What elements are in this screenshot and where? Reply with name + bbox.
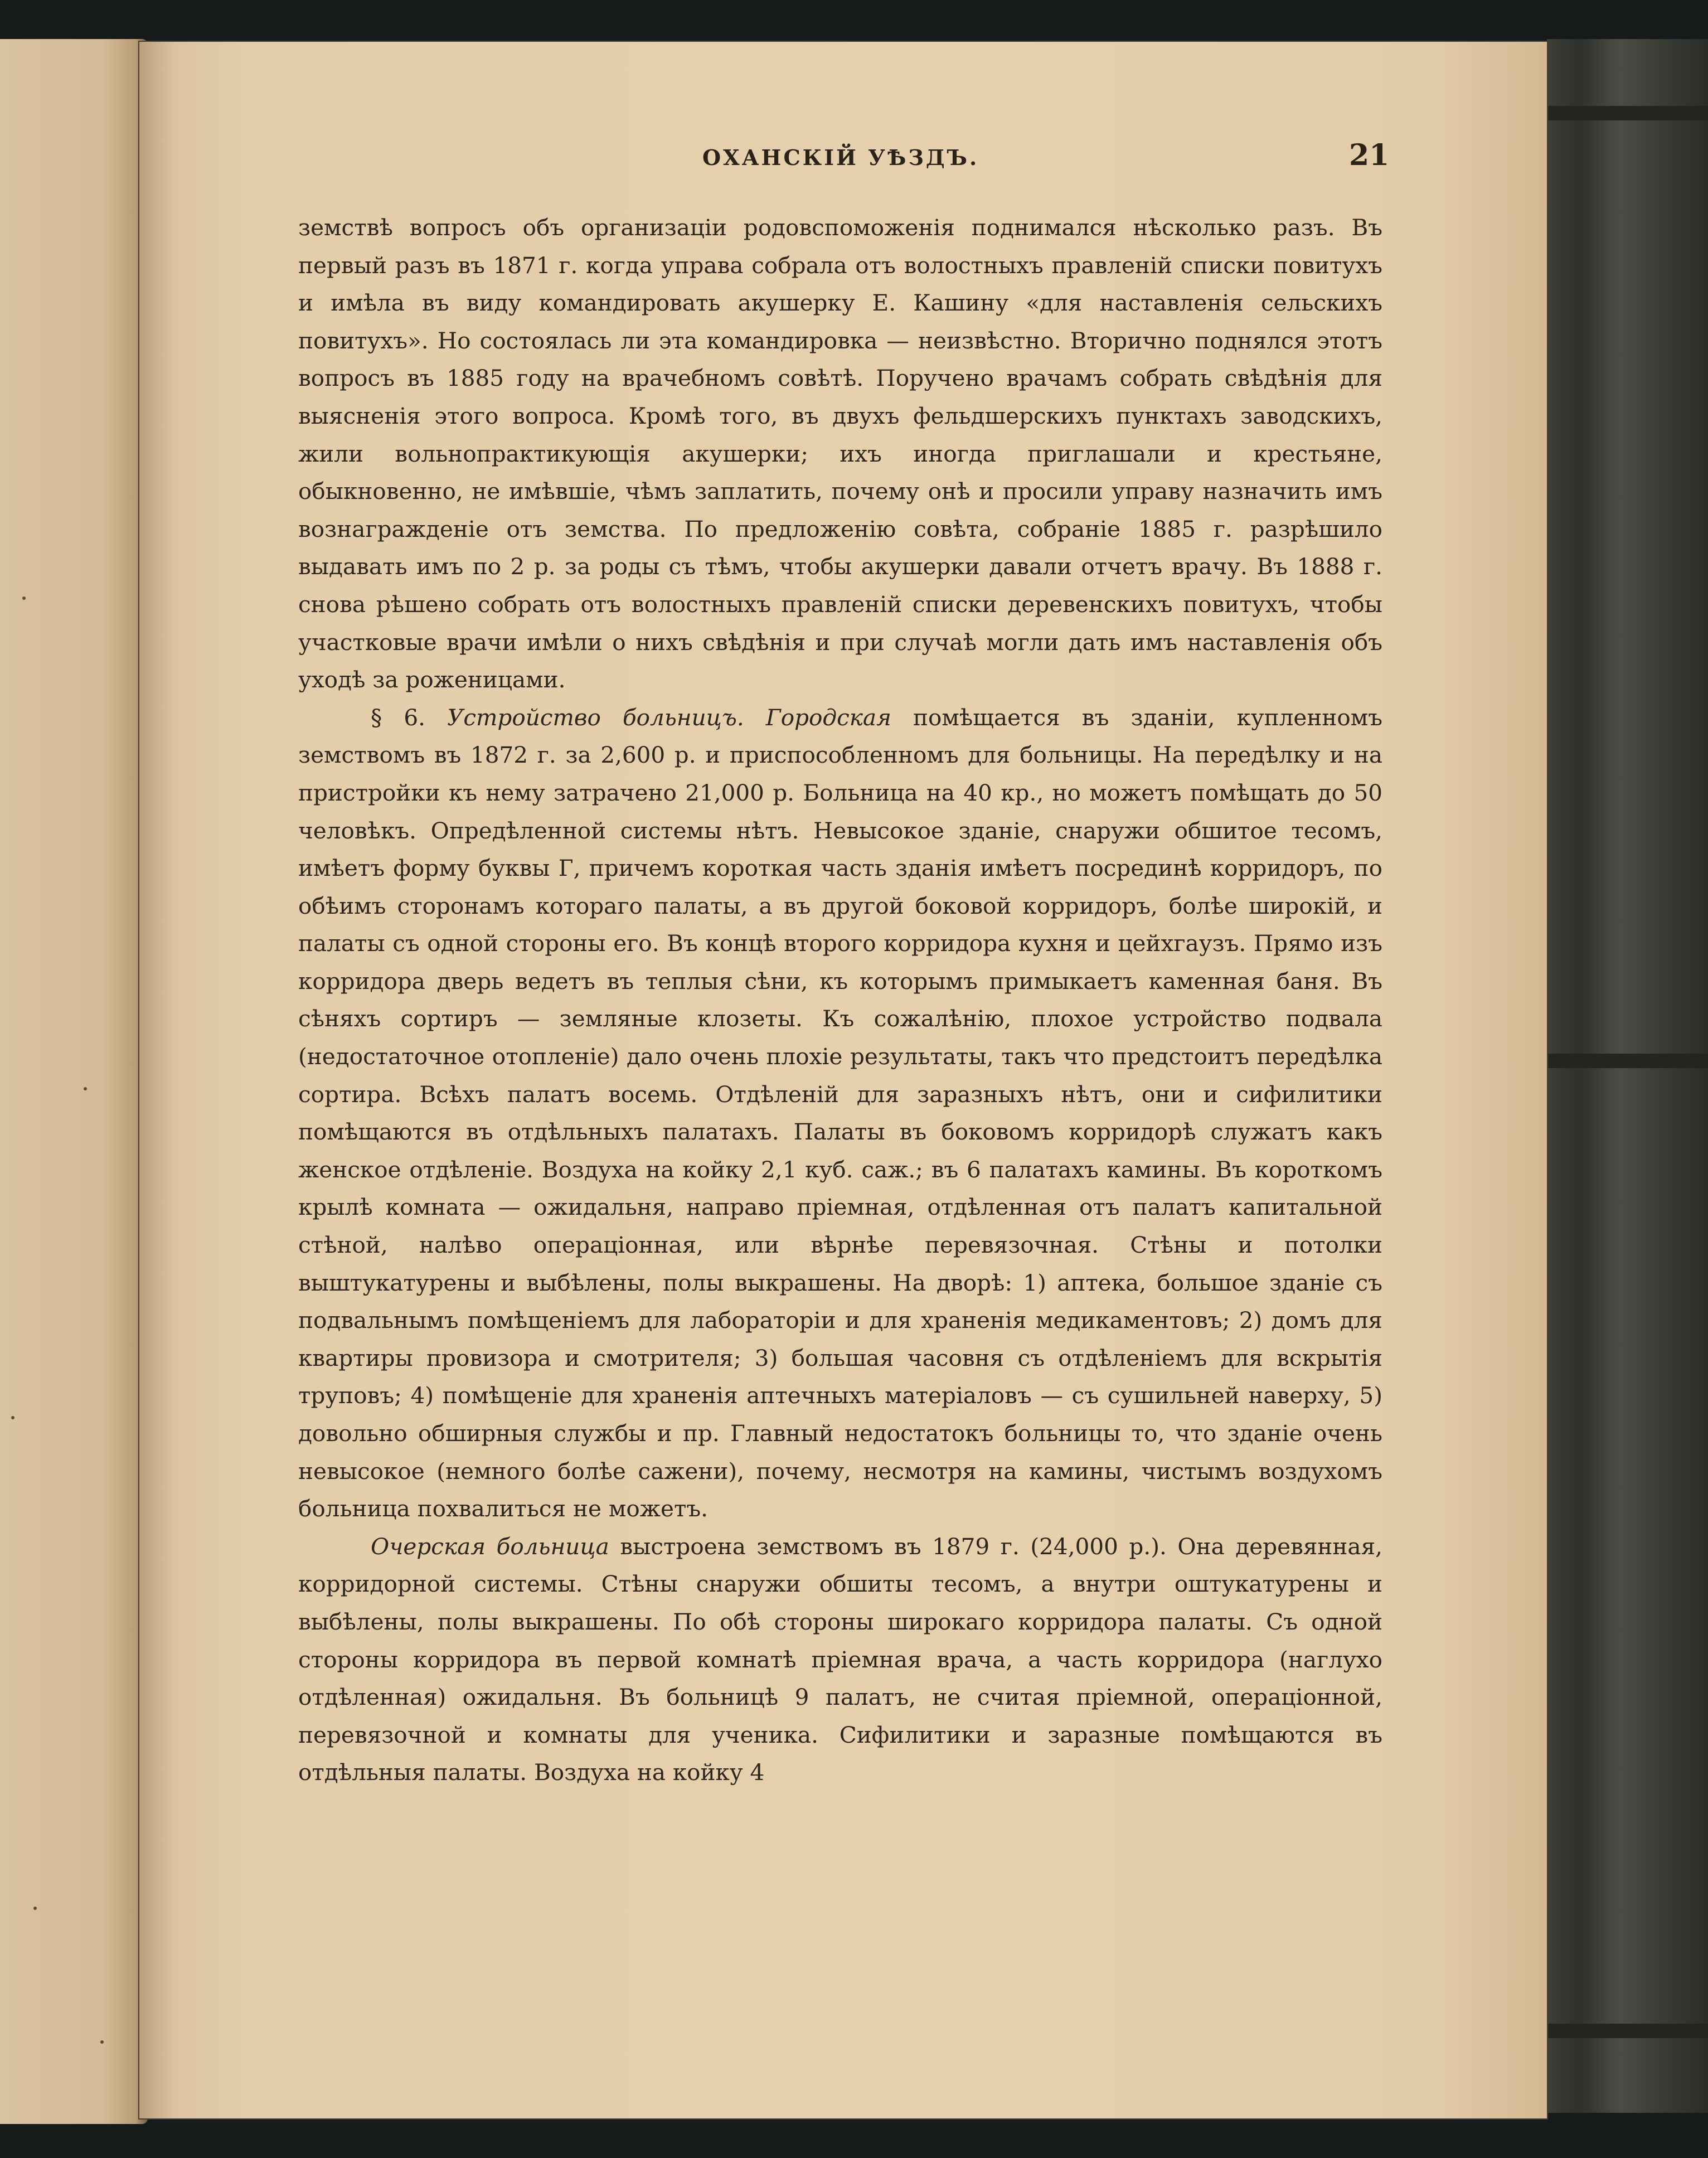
section-heading: Устройство больницъ.	[447, 704, 744, 731]
spine-band	[1547, 106, 1708, 120]
page-speck	[11, 1416, 14, 1419]
page-speck	[100, 2040, 104, 2044]
paragraph-text: помѣщается въ зданіи, купленномъ земствомъ въ 1872 г. за 2,600 р. и приспособленномъ для больницы. На передѣлку и на пристройки къ нему затрачено 21,000 р. Больница на 40 кр., но можетъ помѣщать до 50 человѣкъ. Опредѣленной системы нѣтъ. Невысокое зданіе, снаружи обшитое тесомъ, имѣетъ форму буквы Г, причемъ короткая часть зданія имѣетъ посрединѣ корридоръ, по обѣимъ сторонамъ котораго палаты, а въ другой боковой корридоръ, болѣе широкій, и палаты съ одной стороны его. Въ концѣ второго корридора кухня и цейхгаузъ. Прямо изъ корридора дверь ведетъ въ теплыя сѣни, къ которымъ примыкаетъ каменная баня. Въ сѣняхъ сортиръ — земляные клозеты. Къ сожалѣнію, плохое устройство подвала (недостаточное отопленіе) дало очень плохіе результаты, такъ что предстоитъ передѣлка сортира. Всѣхъ палатъ восемь. Отдѣленій для заразныхъ нѣтъ, они и сифилитики помѣщаются въ отдѣльныхъ палатахъ. Палаты въ боковомъ корридорѣ служатъ какъ женское отдѣленіе. Воздуха на койку 2,1 куб. саж.; въ 6 палатахъ камины. Въ короткомъ крылѣ комната — ожидальня, направо пріемная, отдѣленная отъ палатъ капитальной стѣной, налѣво операціонная, или вѣрнѣе перевязочная. Стѣны и потолки выштукатурены и выбѣлены, полы выкрашены. На дворѣ: 1) аптека, большое зданіе съ подвальнымъ помѣщеніемъ для лабораторіи и для храненія медикаментовъ; 2) домъ для квартиры провизора и смотрителя; 3) большая часовня съ отдѣленіемъ для вскрытія труповъ; 4) помѣщеніе для храненія аптечныхъ матеріаловъ — съ сушильней наверху, 5) довольно обширныя службы и пр. Главный недостатокъ больницы то, что зданіе очень невысокое (немного болѣе сажени), почему, несмотря на камины, чистымъ воздухомъ больница похвалиться не можетъ.	[298, 704, 1383, 1522]
body-text	[298, 209, 1382, 1792]
running-title: ОХАНСКІЙ УѢЗДЪ.	[702, 145, 979, 170]
spine-band	[1547, 1054, 1708, 1068]
spine-band	[1547, 2024, 1708, 2038]
page-speck	[33, 1907, 37, 1910]
page-speck	[22, 597, 26, 600]
paragraph-text: выстроена земствомъ въ 1879 г. (24,000 р.). Она деревянная, корридорной системы. Стѣны снаружи обшиты тесомъ, а внутри оштукатурены и выбѣлены, полы выкрашены. По обѣ стороны широкаго корридора палаты. Съ одной стороны корридора въ первой комнатѣ пріемная врача, а часть корридора (наглухо отдѣленная) ожидальня. Въ больницѣ 9 палатъ, не считая пріемной, операціонной, перевязочной и комнаты для ученика. Сифилитики и заразные помѣщаются въ отдѣльныя палаты. Воздуха на койку 4	[298, 1533, 1382, 1786]
paragraph-3	[298, 1528, 1382, 1792]
subheading-ocher-hospital: Очерская больница	[371, 1533, 609, 1560]
subheading-city-hospital: Городская	[765, 704, 891, 731]
book-spine	[1547, 39, 1708, 2113]
section-mark: § 6.	[371, 704, 425, 731]
paragraph-text: земствѣ вопросъ объ организаціи родовспоможенія поднимался нѣсколько разъ. Въ первый разъ въ 1871 г. когда управа собрала отъ волостныхъ правленій списки повитухъ и имѣла въ виду командировать акушерку Е. Кашину «для наставленія сельскихъ повитухъ». Но состоялась ли эта командировка — неизвѣстно. Вторично поднялся этотъ вопросъ въ 1885 году на врачебномъ совѣтѣ. Поручено врачамъ собрать свѣдѣнія для выясненія этого вопроса. Кромѣ того, въ двухъ фельдшерскихъ пунктахъ заводскихъ, жили вольнопрактикующія акушерки; ихъ иногда приглашали и крестьяне, обыкновенно, не имѣвшіе, чѣмъ заплатить, почему онѣ и просили управу назначить имъ вознагражденіе отъ земства. По предложенію совѣта, собраніе 1885 г. разрѣшило выдавать имъ по 2 р. за роды съ тѣмъ, чтобы акушерки давали отчетъ врачу. Въ 1888 г. снова рѣшено собрать отъ волостныхъ правленій списки деревенскихъ повитухъ, чтобы участковые врачи имѣли о нихъ свѣдѣнія и при случаѣ могли дать имъ наставленія объ уходѣ за роженицами.	[298, 214, 1382, 694]
page-number: 21	[1349, 138, 1390, 172]
page-header	[139, 138, 1547, 183]
page-speck	[84, 1087, 87, 1090]
previous-page-edge	[0, 39, 148, 2124]
paragraph-2	[298, 699, 1382, 1528]
paragraph-1	[298, 209, 1382, 699]
